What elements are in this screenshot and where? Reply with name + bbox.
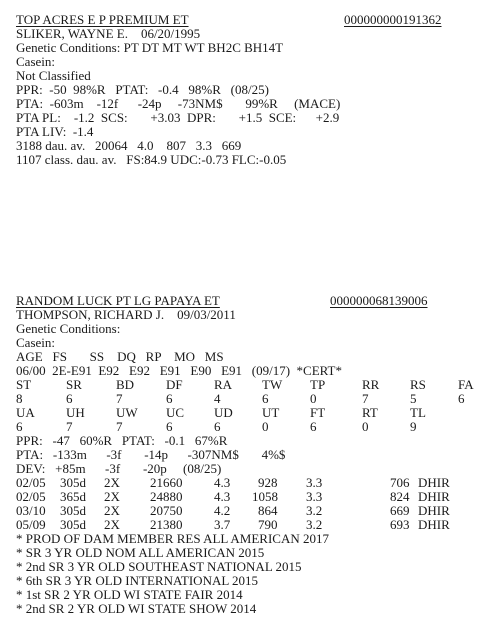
lact-fat-pct: 3.7 (214, 517, 231, 532)
trait-value: 7 (66, 419, 73, 434)
show-note: * 1st SR 2 YR OLD WI STATE FAIR 2014 (16, 587, 243, 602)
record2-class-scores: 06/00 2E-E91 E92 E92 E91 E90 E91 (09/17) *CERT* (16, 363, 342, 378)
trait-value: 0 (262, 419, 269, 434)
lact-milkings: 2X (104, 503, 120, 518)
lact-source: DHIR (418, 517, 450, 532)
lact-pro-pct: 3.2 (306, 503, 323, 518)
lact-pro-lbs: 706 (390, 475, 410, 490)
record1-pta-liv: PTA LIV: -1.4 (16, 124, 94, 139)
lact-pro-lbs: 669 (390, 503, 410, 518)
trait-value: 9 (410, 419, 417, 434)
lact-milkings: 2X (104, 489, 120, 504)
lact-date: 02/05 (16, 475, 46, 490)
lact-fat-lbs: 1058 (252, 489, 278, 504)
trait-value: 7 (116, 391, 123, 406)
record1-genetic-conditions: Genetic Conditions: PT DT MT WT BH2C BH14T (16, 40, 284, 55)
trait-header: DF (166, 377, 183, 392)
trait-value: 6 (458, 391, 465, 406)
record1-name: TOP ACRES E P PREMIUM ET (16, 12, 189, 27)
lact-fat-pct: 4.3 (214, 489, 231, 504)
record2-name: RANDOM LUCK PT LG PAPAYA ET (16, 293, 220, 308)
trait-header: BD (116, 377, 135, 392)
trait-value: 6 (66, 391, 73, 406)
trait-header: RA (214, 377, 233, 392)
lact-days: 305d (60, 475, 86, 490)
trait-header: ST (16, 377, 32, 392)
lact-pro-lbs: 693 (390, 517, 410, 532)
trait-header: TP (310, 377, 326, 392)
lact-fat-lbs: 928 (258, 475, 278, 490)
trait-value: 6 (166, 419, 173, 434)
lact-source: DHIR (418, 475, 450, 490)
lact-source: DHIR (418, 489, 450, 504)
trait-value: 8 (16, 391, 23, 406)
trait-value: 0 (362, 419, 369, 434)
record2-class-headers: AGE FS SS DQ RP MO MS (16, 349, 224, 364)
lact-date: 05/09 (16, 517, 46, 532)
show-note: * 2nd SR 2 YR OLD WI STATE SHOW 2014 (16, 601, 257, 616)
trait-header: UD (214, 405, 233, 420)
record1-reg-number: 000000000191362 (344, 12, 442, 27)
lact-milk: 20750 (150, 503, 183, 518)
trait-header: UC (166, 405, 185, 420)
lact-source: DHIR (418, 503, 450, 518)
record1-dau-av: 3188 dau. av. 20064 4.0 807 3.3 669 (16, 138, 242, 153)
record2-reg-number: 000000068139006 (330, 293, 428, 308)
record1-ppr: PPR: -50 98%R PTAT: -0.4 98%R (08/25) (16, 82, 269, 97)
trait-header: RR (362, 377, 380, 392)
trait-value: 6 (214, 419, 221, 434)
lact-milk: 21380 (150, 517, 183, 532)
trait-value: 7 (116, 419, 123, 434)
trait-header: UH (66, 405, 85, 420)
lact-pro-pct: 3.2 (306, 517, 323, 532)
trait-header: UW (116, 405, 138, 420)
lact-fat-lbs: 864 (258, 503, 278, 518)
record2-casein: Casein: (16, 335, 55, 350)
record2-genetic-conditions: Genetic Conditions: (16, 321, 121, 336)
lact-date: 03/10 (16, 503, 46, 518)
lact-pro-pct: 3.3 (306, 475, 323, 490)
trait-header: UA (16, 405, 35, 420)
trait-header: RS (410, 377, 426, 392)
lact-milk: 21660 (150, 475, 183, 490)
trait-header: RT (362, 405, 378, 420)
record2-ppr: PPR: -47 60%R PTAT: -0.1 67%R (16, 433, 228, 448)
record1-class-dau-av: 1107 class. dau. av. FS:84.9 UDC:-0.73 FLC:-0.05 (16, 152, 287, 167)
trait-value: 6 (166, 391, 173, 406)
show-note: * PROD OF DAM MEMBER RES ALL AMERICAN 2017 (16, 531, 330, 546)
lact-pro-pct: 3.3 (306, 489, 323, 504)
lact-pro-lbs: 824 (390, 489, 410, 504)
trait-value: 7 (362, 391, 369, 406)
trait-value: 6 (262, 391, 269, 406)
trait-value: 0 (310, 391, 317, 406)
trait-value: 4 (214, 391, 221, 406)
trait-header: FA (458, 377, 474, 392)
show-note: * 6th SR 3 YR OLD INTERNATIONAL 2015 (16, 573, 259, 588)
trait-header: TW (262, 377, 283, 392)
show-note: * 2nd SR 3 YR OLD SOUTHEAST NATIONAL 2015 (16, 559, 302, 574)
trait-header: TL (410, 405, 426, 420)
lact-fat-lbs: 790 (258, 517, 278, 532)
record1-pta-pl: PTA PL: -1.2 SCS: +3.03 DPR: +1.5 SCE: +2.9 (16, 110, 340, 125)
record1-casein: Casein: (16, 54, 55, 69)
lact-fat-pct: 4.3 (214, 475, 231, 490)
lact-fat-pct: 4.2 (214, 503, 231, 518)
show-note: * SR 3 YR OLD NOM ALL AMERICAN 2015 (16, 545, 265, 560)
record2-dev: DEV: +85m -3f -20p (08/25) (16, 461, 222, 476)
lact-days: 365d (60, 489, 86, 504)
trait-value: 6 (310, 419, 317, 434)
trait-header: SR (66, 377, 82, 392)
lact-milkings: 2X (104, 475, 120, 490)
record1-pta: PTA: -603m -12f -24p -73NM$ 99%R (MACE) (16, 96, 341, 111)
record2-owner: THOMPSON, RICHARD J. 09/03/2011 (16, 307, 236, 322)
trait-header: FT (310, 405, 326, 420)
trait-value: 5 (410, 391, 417, 406)
lact-days: 305d (60, 517, 86, 532)
lact-milk: 24880 (150, 489, 183, 504)
trait-value: 6 (16, 419, 23, 434)
lact-milkings: 2X (104, 517, 120, 532)
record1-owner: SLIKER, WAYNE E. 06/20/1995 (16, 26, 201, 41)
trait-header: UT (262, 405, 280, 420)
record1-classification: Not Classified (16, 68, 91, 83)
lact-days: 305d (60, 503, 86, 518)
lact-date: 02/05 (16, 489, 46, 504)
record2-pta: PTA: -133m -3f -14p -307NM$ 4%$ (16, 447, 286, 462)
